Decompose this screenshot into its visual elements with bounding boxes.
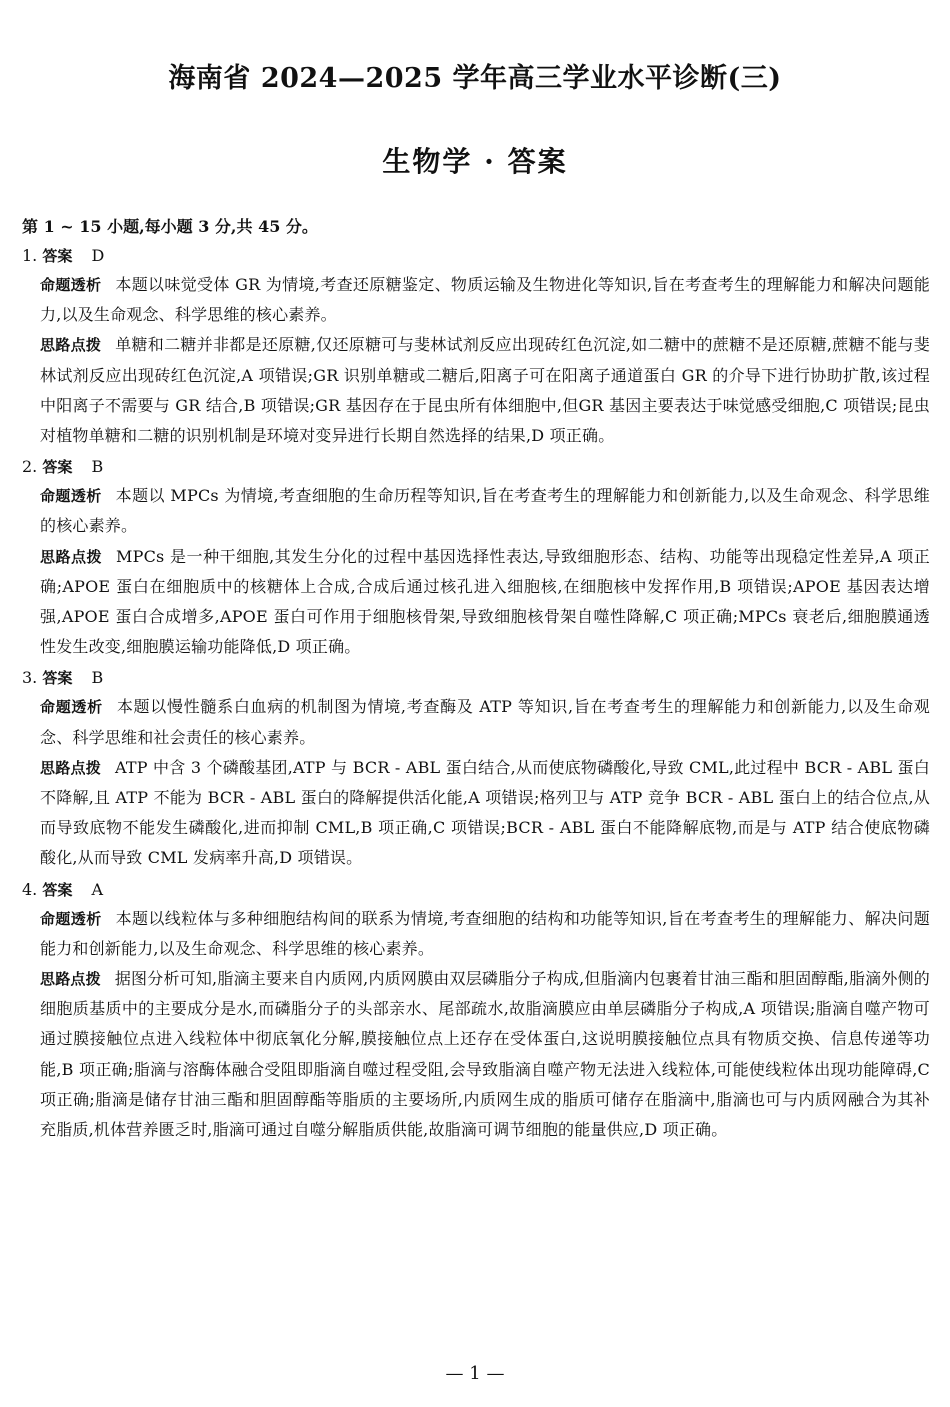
hint-text: 据图分析可知,脂滴主要来自内质网,内质网膜由双层磷脂分子构成,但脂滴内包裹着甘油三酯和胆固醇酯,脂滴外侧的细胞质基质中的主要成分是水,而磷脂分子的头部亲水、尾部疏水,故脂滴膜应由单层磷脂分子构成,A 项错误;脂滴自噬产物可通过膜接触位点进入线粒体中彻底氧化分解,膜接触位点上还存在受体蛋白,这说明膜接触位点具有物质交换、信息传递等功能,B 项正确;脂滴与溶酶体融合受阻即脂滴自噬过程受阻,会导致脂滴自噬产物无法进入线粒体,可能使线粒体出现功能障碍,C 项正确;脂滴是储存甘油三酯和胆固醇酯等脂质的主要场所,内质网生成的脂质可储存在脂滴中,脂滴也可与内质网融合为其补充脂质,机体营养匮乏时,脂滴可通过自噬分解脂质供能,故脂滴可调节细胞的能量供应,D 项正确。 [40, 969, 930, 1140]
hint-text: MPCs 是一种干细胞,其发生分化的过程中基因选择性表达,导致细胞形态、结构、功能等出现稳定性差异,A 项正确;APOE 蛋白在细胞质中的核糖体上合成,合成后通过核孔进入细胞核,在细胞核中发挥作用,B 项错误;APOE 基因表达增强,APOE 蛋白合成增多,APOE 蛋白可作用于细胞核骨架,导致细胞核骨架自噬性降解,C 项正确;MPCs 衰老后,细胞膜通透性发生改变,细胞膜运输功能降低,D 项正确。 [40, 546, 930, 657]
question-number: 4. [22, 879, 38, 899]
answer-content [22, 213, 930, 1147]
question-number: 3. [22, 668, 38, 688]
answer-value: B [91, 668, 104, 688]
analysis-text: 本题以慢性髓系白血病的机制图为情境,考查酶及 ATP 等知识,旨在考查考生的理解能力和创新能力,以及生命观念、科学思维和社会责任的核心素养。 [40, 697, 930, 747]
answer-label: 答案 [42, 458, 73, 477]
hint-text: ATP 中含 3 个磷酸基团,ATP 与 BCR - ABL 蛋白结合,从而使底物磷酸化,导致 CML,此过程中 BCR - ABL 蛋白不降解,且 ATP 不能为 BCR - ABL 蛋白的降解提供活化能,A 项错误;格列卫与 ATP 竞争 BCR - ABL 蛋白上的结合位点,从而导致底物不能发生磷酸化,进而抑制 CML,B 项正确,C 项错误;BCR - ABL 蛋白不能降解底物,而是与 ATP 结合使底物磷酸化,从而导致 CML 发病率升高,D 项错误。 [40, 757, 930, 868]
analysis-text: 本题以味觉受体 GR 为情境,考查还原糖鉴定、物质运输及生物进化等知识,旨在考查考生的理解能力和解决问题能力,以及生命观念、科学思维的核心素养。 [40, 275, 930, 325]
analysis-label: 命题透析 [40, 487, 102, 506]
hint-label: 思路点拨 [40, 547, 103, 566]
hint-label: 思路点拨 [40, 970, 101, 989]
question-header [22, 242, 930, 270]
answer-value: D [91, 246, 105, 265]
page-title: 海南省 2024—2025 学年高三学业水平诊断(三) [168, 63, 782, 94]
analysis-label: 命题透析 [40, 909, 102, 928]
question-header [22, 664, 930, 692]
analysis-paragraph [22, 904, 930, 964]
hint-paragraph [22, 753, 930, 874]
answer-value: B [91, 457, 104, 477]
page-number: — 1 — [445, 1363, 505, 1384]
question-block [22, 453, 930, 662]
analysis-text: 本题以 MPCs 为情境,考查细胞的生命历程等知识,旨在考查考生的理解能力和创新能力,以及生命观念、科学思维的核心素养。 [40, 486, 930, 536]
answer-label: 答案 [42, 669, 73, 688]
question-number: 2. [22, 457, 38, 477]
hint-paragraph [22, 964, 930, 1145]
question-block [22, 664, 930, 873]
answer-value: A [91, 879, 104, 899]
question-block [22, 242, 930, 451]
question-block [22, 876, 930, 1146]
answer-label: 答案 [42, 247, 73, 265]
section-intro: 第 1 ~ 15 小题,每小题 3 分,共 45 分。 [22, 217, 318, 236]
hint-text: 单糖和二糖并非都是还原糖,仅还原糖可与斐林试剂反应出现砖红色沉淀,如二糖中的蔗糖不是还原糖,蔗糖不能与斐林试剂反应出现砖红色沉淀,A 项错误;GR 识别单糖或二糖后,阳离子可在阳离子通道蛋白 GR 的介导下进行协助扩散,该过程中阳离子不需要与 GR 结合,B 项错误;GR 基因存在于昆虫所有体细胞中,但GR 基因主要表达于味觉感受细胞,C 项错误;昆虫对植物单糖和二糖的识别机制是环境对变异进行长期自然选择的结果,D 项正确。 [40, 335, 930, 446]
hint-label: 思路点拨 [40, 336, 102, 355]
analysis-paragraph [22, 692, 930, 752]
analysis-text: 本题以线粒体与多种细胞结构间的联系为情境,考查细胞的结构和功能等知识,旨在考查考生的理解能力、解决问题能力和创新能力,以及生命观念、科学思维的核心素养。 [40, 908, 930, 958]
hint-paragraph [22, 542, 930, 663]
analysis-paragraph [22, 270, 930, 330]
question-header [22, 453, 930, 481]
analysis-label: 命题透析 [40, 276, 102, 294]
hint-paragraph [22, 330, 930, 451]
answer-label: 答案 [42, 880, 73, 899]
analysis-paragraph [22, 481, 930, 541]
analysis-label: 命题透析 [40, 698, 103, 717]
question-number: 1. [22, 246, 38, 265]
question-header [22, 876, 930, 904]
hint-label: 思路点拨 [40, 758, 101, 777]
page-subtitle: 生物学 · 答案 [382, 145, 568, 178]
